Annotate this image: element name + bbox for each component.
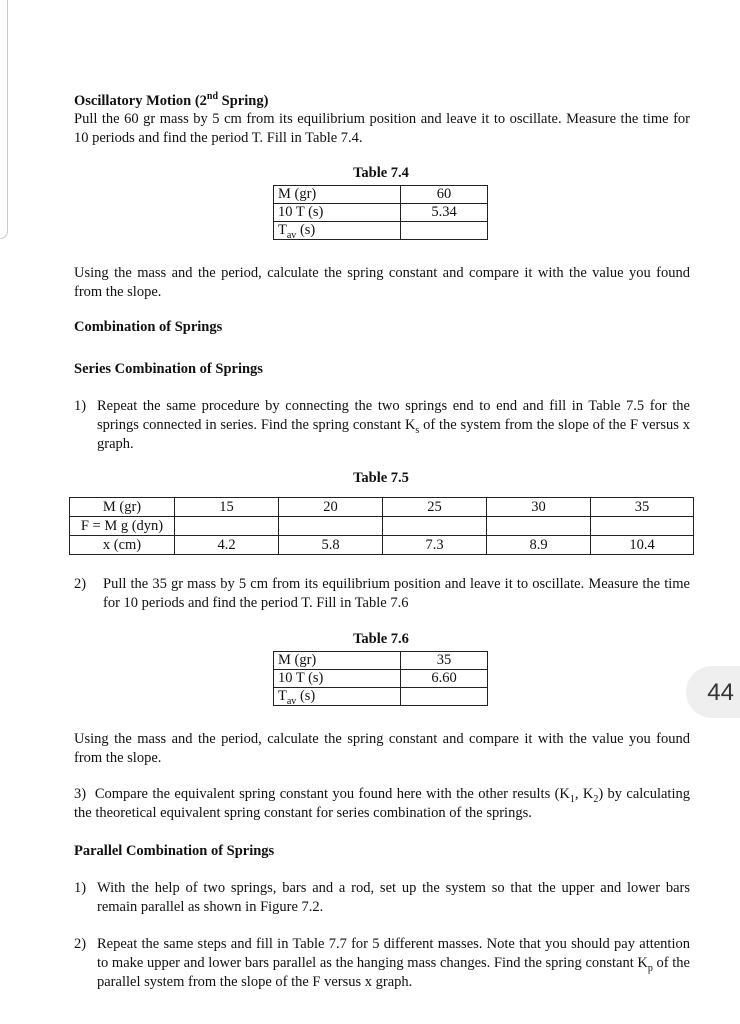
table-cell-mass: 15 [175, 498, 279, 517]
table-cell-mass: 20 [279, 498, 383, 517]
table-cell-value: 35 [401, 652, 488, 670]
table-cell-force [487, 517, 591, 536]
table-cell-value: 5.34 [401, 204, 488, 222]
table-row [70, 498, 694, 517]
table-row [274, 186, 488, 204]
page-edge-curve [0, 0, 8, 239]
table-7-4 [273, 185, 488, 240]
list-number: 1) [74, 880, 87, 896]
table-7-6 [273, 651, 488, 706]
table-caption-7-4: Table 7.4 [353, 165, 409, 181]
list-item-series-1 [74, 397, 690, 454]
table-cell-label: 10 T (s) [274, 670, 401, 688]
heading-parallel: Parallel Combination of Springs [74, 843, 275, 859]
list-text: Repeat the same steps and fill in Table 7.7 for 5 different masses. Note that you should pay attention to make upper and lower bars parallel as the hanging mass changes. Find the spring constant $K_p$ of the parallel system from the slope of the F versus x graph. [97, 936, 690, 990]
table-cell-label: M (gr) [274, 186, 401, 204]
table-cell-label: 10 T (s) [274, 204, 401, 222]
table-cell-mass: 35 [591, 498, 694, 517]
table-row [70, 517, 694, 536]
table-row [274, 222, 488, 240]
table-row [274, 670, 488, 688]
table-cell-force [175, 517, 279, 536]
paragraph-compare-1: Using the mass and the period, calculate the spring constant and compare it with the value you found from the slope. [74, 265, 690, 300]
table-cell-value: 6.60 [401, 670, 488, 688]
list-item-series-2 [74, 575, 690, 613]
table-cell-force [279, 517, 383, 536]
paragraph-compare-2: Using the mass and the period, calculate the spring constant and compare it with the value you found from the slope. [74, 731, 690, 766]
list-item-parallel-2 [74, 935, 690, 992]
heading-series: Series Combination of Springs [74, 361, 263, 377]
table-cell-displacement: 10.4 [591, 536, 694, 555]
table-cell-mass: 30 [487, 498, 591, 517]
table-cell-label: $T_{av}$ (s) [274, 688, 401, 706]
table-cell-displacement: 5.8 [279, 536, 383, 555]
table-row [274, 652, 488, 670]
heading-combination: Combination of Springs [74, 319, 223, 335]
table-caption-7-6: Table 7.6 [353, 631, 409, 647]
table-cell-label: x (cm) [70, 536, 175, 555]
list-item-parallel-1 [74, 879, 690, 917]
list-number: 2) [74, 576, 87, 592]
table-cell-value: 60 [401, 186, 488, 204]
table-cell-label: M (gr) [274, 652, 401, 670]
table-row [70, 536, 694, 555]
table-cell-force [383, 517, 487, 536]
table-cell-force [591, 517, 694, 536]
list-number: 2) [74, 936, 87, 952]
table-cell-mass: 25 [383, 498, 487, 517]
table-cell-displacement: 7.3 [383, 536, 487, 555]
list-text: With the help of two springs, bars and a rod, set up the system so that the upper and lower bars remain parallel as shown in Figure 7.2. [97, 880, 690, 915]
table-row [274, 204, 488, 222]
table-row [274, 688, 488, 706]
table-cell-value [401, 222, 488, 240]
table-cell-label: $T_{av}$ (s) [274, 222, 401, 240]
table-cell-label: F = M g (dyn) [70, 517, 175, 536]
list-text: Repeat the same procedure by connecting the two springs end to end and fill in Table 7.5 for the springs connected in series. Find the spring constant $K_s$ of the system from the slope of the F versus x graph. [97, 398, 690, 452]
list-text: Pull the 35 gr mass by 5 cm from its equilibrium position and leave it to oscillate. Measure the time for 10 periods and find the period T. Fill in Table 7.6 [103, 576, 690, 611]
table-cell-displacement: 8.9 [487, 536, 591, 555]
table-cell-value [401, 688, 488, 706]
page-number-badge: 44 [686, 666, 740, 718]
table-caption-7-5: Table 7.5 [353, 470, 409, 486]
list-number: 1) [74, 398, 87, 414]
table-cell-label: M (gr) [70, 498, 175, 517]
section-paragraph: Pull the 60 gr mass by 5 cm from its equilibrium position and leave it to oscillate. Measure the time for 10 periods and find the period T. Fill in Table 7.4. [74, 111, 690, 146]
table-7-5 [69, 497, 694, 555]
table-cell-displacement: 4.2 [175, 536, 279, 555]
list-item-series-3: 3) Compare the equivalent spring constant you found here with the other results ($K_1$, $K_2$) by calculating the theoretical equivalent spring constant for series combination of the springs. [74, 786, 690, 821]
section-heading-oscillatory: Oscillatory Motion (2nd Spring) [74, 91, 269, 109]
